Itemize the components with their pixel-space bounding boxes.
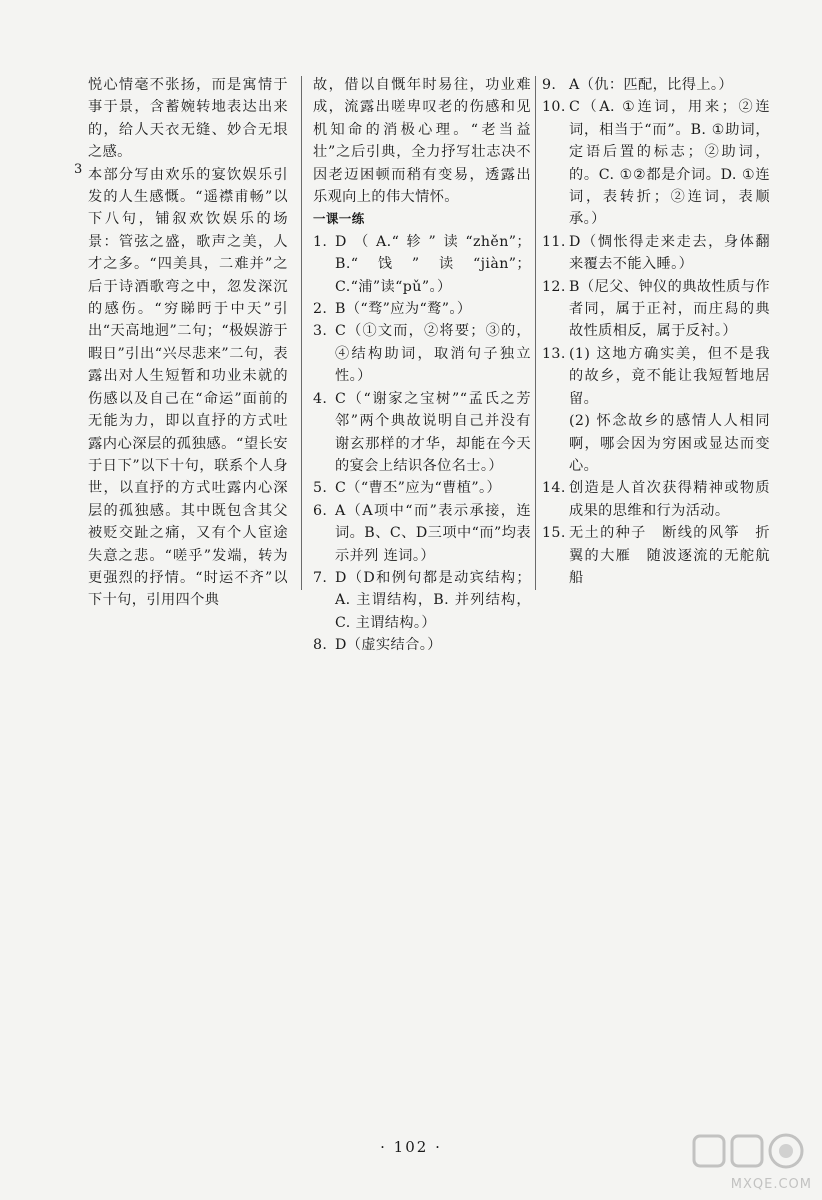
page-number: · 102 · (380, 1138, 442, 1156)
item-text: B（尼父、钟仪的典故性质与作者同，属于正衬，而庄舄的典故性质相反，属于反衬。） (569, 278, 770, 340)
item-number: 5. (313, 480, 328, 497)
item-number: 15. (542, 525, 566, 542)
item-marker: 3 (74, 162, 83, 177)
answer-item (542, 522, 770, 589)
answer-item (313, 477, 531, 499)
item-text: C（①文而，②将要；③的，④结构助词，取消句子独立性。） (335, 323, 531, 385)
column-left (88, 74, 288, 612)
item-number: 13. (542, 345, 566, 362)
item-number: 7. (313, 569, 328, 586)
section-title: 一课一练 (313, 211, 365, 227)
answer-item (313, 500, 531, 567)
item-text: C（“曹丕”应为“曹植”。） (335, 480, 502, 497)
paragraph: 故，借以自慨年时易往，功业难成，流露出嗟卑叹老的伤感和见机知命的消极心理。“老当益壮”之后引典，全力抒写壮志决不因老迈困顿而稍有变易，透露出乐观向上的伟大情怀。 (313, 77, 531, 206)
answer-item (542, 276, 770, 343)
item-number: 4. (313, 390, 328, 407)
answer-item (542, 74, 770, 96)
item-text: C（A. ①连词，用来；②连词，相当于“而”。B. ①助词，定语后置的标志；②助词，的。C. ①②都是介词。D. ①连词，表转折；②连词，表顺承。） (569, 99, 770, 228)
item-text: D（惆怅得走来走去，身体翻来覆去不能入睡。） (569, 233, 770, 273)
watermark-site: MXQE.COM (730, 1177, 812, 1192)
item-text: D（D和例句都是动宾结构；A. 主谓结构，B. 并列结构，C. 主谓结构。） (335, 569, 531, 631)
item-text: 无土的种子 断线的风筝 折翼的大雁 随波逐流的无舵航船 (569, 525, 770, 586)
item-text: 创造是人首次获得精神或物质成果的思维和行为活动。 (569, 480, 770, 519)
item-number: 12. (542, 278, 566, 295)
item-number: 10. (542, 99, 566, 116)
answer-item (313, 298, 531, 320)
item-text: B（“骛”应为“鹜”。） (335, 301, 472, 318)
column-divider (535, 76, 536, 590)
answer-item (313, 231, 531, 298)
item-text: A（A项中“而”表示承接，连词。B、C、D三项中“而”均表示并列 连词。） (335, 502, 531, 564)
item-number: 1. (313, 233, 328, 250)
answer-item (542, 343, 770, 477)
item-number: 8. (313, 637, 328, 654)
answer-item (542, 477, 770, 522)
item-number: 2. (313, 301, 328, 318)
answer-item (313, 567, 531, 634)
watermark-logo (692, 1130, 812, 1192)
column-right (542, 74, 770, 589)
item-text: (1) 这地方确实美，但不是我的故乡，竟不能让我短暂地居留。 (569, 345, 770, 407)
item-number: 14. (542, 480, 566, 497)
column-divider (301, 76, 302, 590)
item-number: 11. (542, 233, 566, 250)
item-number: 9. (542, 77, 557, 93)
answer-item (542, 231, 770, 276)
answer-list (313, 231, 531, 657)
answer-item (313, 388, 531, 478)
item-text: C（“谢家之宝树”“孟氏之芳邻”两个典故说明自己并没有谢玄那样的才华，却能在今天的宴会上结识各位名士。） (335, 390, 531, 474)
answer-item (313, 634, 531, 656)
column-middle (313, 74, 531, 657)
item-number: 6. (313, 502, 328, 519)
item-number: 3. (313, 323, 328, 340)
item-text: A（仇：匹配，比得上。） (569, 77, 734, 93)
answer-item (542, 96, 770, 230)
watermark-logo-icon (692, 1130, 812, 1174)
item-text: D（A.“轸”读“zhěn”；B.“饯”读“jiàn”；C.“浦”读“pǔ”。） (335, 233, 531, 295)
answer-item (313, 320, 531, 387)
item-text: D（虚实结合。） (335, 637, 442, 654)
paragraph: 本部分写由欢乐的宴饮娱乐引发的人生感慨。“遥襟甫畅”以下八句，铺叙欢饮娱乐的场景：管弦之盛，歌声之美，人才之多。“四美具，二难并”之后于诗酒歌弯之中，忽发深沉的感伤。“穷睇眄于中天”引出“天高地迥”二句；“极娱游于暇日”引出“兴尽悲来”二句，表露出对人生短暂和功业未就的伤感以及自己在“命运”面前的无能为力，即以直抒的方式吐露内心深层的孤独感。“望长安于日下”以下十句，联系个人身世，以直抒的方式吐露内心深层的孤独感。其中既包含其父被贬交趾之痛，又有个人宦途失意之悲。“嗟乎”发端，转为更强烈的抒情。“时运不齐”以下十句，引用四个典 (88, 166, 288, 609)
paragraph: 悦心情毫不张扬，而是寓情于事于景，含蓄婉转地表达出来的，给人天衣无缝、妙合无垠之感。 (88, 77, 288, 161)
item-text: (2) 怀念故乡的感情人人相同啊，哪会因为穷困或显达而变心。 (569, 413, 770, 474)
